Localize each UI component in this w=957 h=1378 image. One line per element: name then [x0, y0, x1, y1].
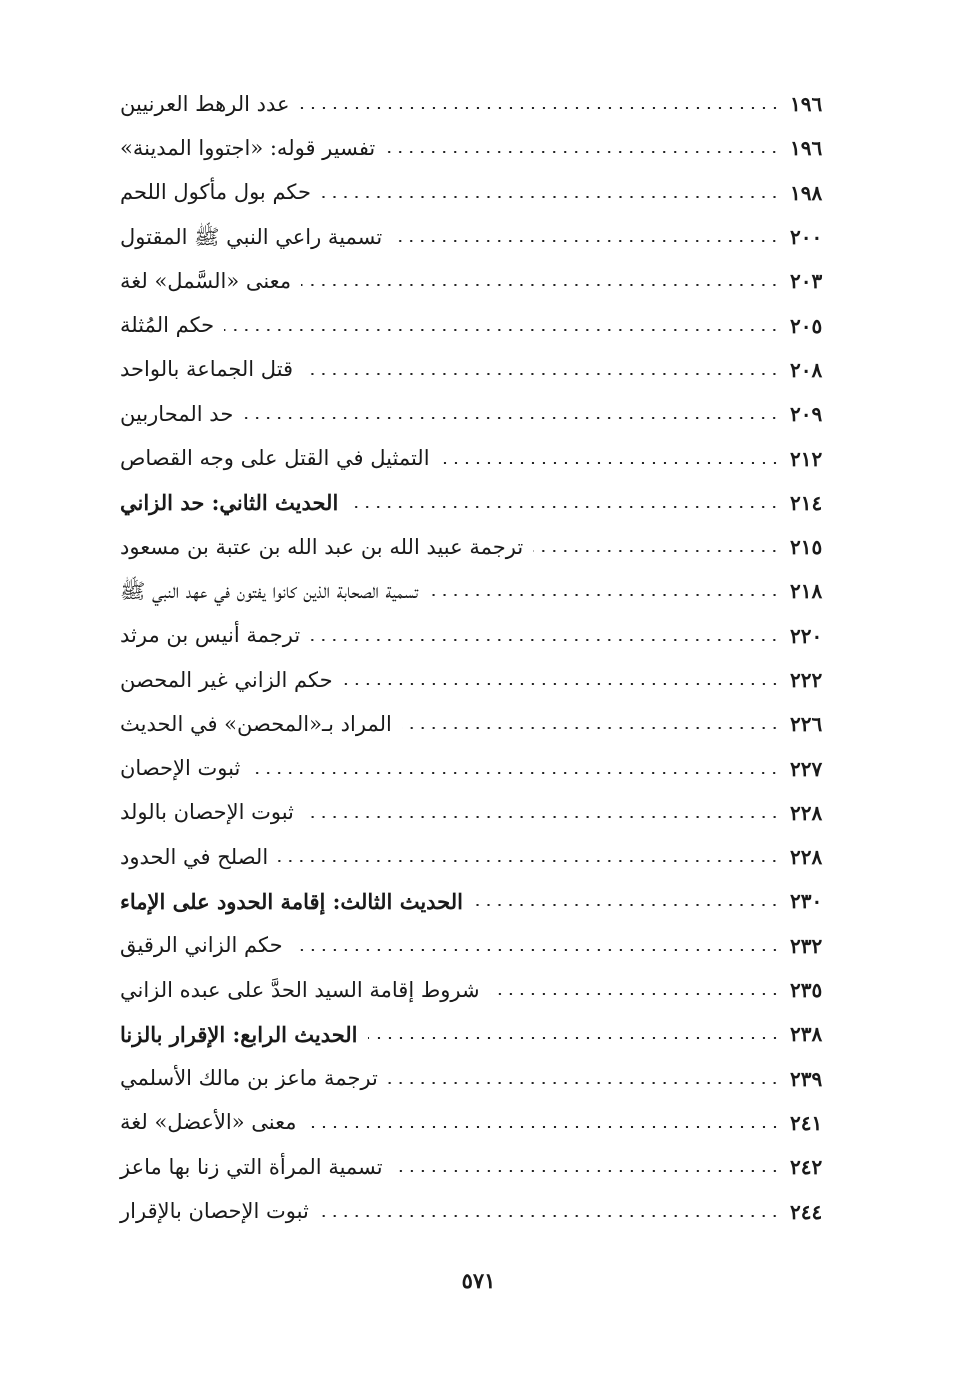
toc-entry: [120, 1145, 836, 1189]
toc-entry-page: ٢٤٢: [790, 1155, 823, 1180]
dot-leader: [402, 727, 780, 729]
dot-leader: [473, 904, 780, 906]
toc-entry: [120, 1189, 836, 1233]
toc-entry: [120, 481, 836, 525]
toc-entry: [120, 525, 836, 569]
toc-entry-page: ٢١٢: [790, 446, 823, 471]
toc-entry: [120, 436, 836, 480]
page-number: ٥٧١: [461, 1268, 496, 1293]
toc-entry-title: ترجمة ماعز بن مالك الأسلمي: [120, 1066, 378, 1091]
toc-entry-title: معنى «السَّمل» لغة: [120, 268, 292, 293]
toc-entry: [120, 968, 836, 1012]
toc-entry-page: ٢٣٩: [790, 1066, 823, 1091]
toc-entry-page: ٢٢٢: [790, 668, 823, 692]
dot-leader: [440, 462, 780, 464]
dot-leader: [303, 373, 780, 375]
dot-leader: [348, 506, 780, 508]
toc-entry: [120, 303, 836, 347]
toc-entry: [120, 835, 836, 879]
dot-leader: [304, 816, 780, 818]
toc-entry-page: ٢١٤: [790, 490, 823, 515]
table-of-contents: [120, 82, 836, 1234]
toc-entry: [120, 614, 836, 658]
dot-leader: [343, 683, 780, 685]
toc-entry-title: ترجمة عبيد الله بن عبد الله بن عتبة بن مسعود: [120, 534, 524, 559]
toc-entry-title: شروط إقامة السيد الحدَّ على عبده الزاني: [120, 977, 480, 1002]
toc-entry-page: ٢٠٠: [790, 225, 823, 250]
toc-entry-page: ٢١٥: [790, 535, 823, 560]
dot-leader: [388, 1082, 780, 1084]
toc-entry: [120, 126, 836, 170]
toc-entry-title: الحديث الثاني: حد الزاني: [120, 490, 339, 516]
dot-leader: [243, 417, 780, 419]
toc-entry: [120, 215, 836, 259]
dot-leader: [321, 196, 780, 198]
toc-entry-title: ثبوت الإحصان بالولد: [120, 800, 294, 825]
toc-entry-page: ٢٢٠: [790, 623, 823, 648]
toc-entry-title: حكم المُثلة: [120, 313, 215, 338]
toc-entry: [120, 658, 836, 702]
toc-entry-page: ٢٣٠: [790, 889, 823, 914]
toc-entry-title: الحديث الرابع: الإقرار بالزنا: [120, 1021, 358, 1047]
toc-entry-page: ٢٢٧: [790, 756, 823, 781]
dot-leader: [307, 1126, 780, 1128]
toc-entry-page: ٢٠٣: [790, 269, 823, 294]
toc-entry-page: ٢٣٥: [790, 978, 823, 1003]
toc-entry: [120, 879, 836, 923]
toc-entry-title: التمثيل في القتل على وجه القصاص: [120, 446, 430, 471]
toc-entry-title: تفسير قوله: «اجتووا المدينة»: [120, 135, 376, 160]
toc-entry-page: ٢٠٩: [790, 402, 823, 427]
toc-entry-page: ٢٤٤: [790, 1199, 823, 1224]
dot-leader: [392, 240, 780, 242]
dot-leader: [301, 284, 780, 286]
toc-entry-page: ٢٠٥: [790, 313, 823, 338]
toc-entry-title: حكم بول مأكول اللحم: [120, 180, 311, 205]
toc-entry-title: حد المحاربين: [120, 401, 234, 426]
toc-entry-title: الصلح في الحدود: [120, 844, 269, 869]
toc-entry: [120, 392, 836, 436]
toc-entry-title: عدد الرهط العرنيين: [120, 91, 290, 116]
dot-leader: [250, 772, 780, 774]
toc-entry: [120, 791, 836, 835]
toc-entry: [120, 746, 836, 790]
toc-entry-page: ٢٢٨: [790, 845, 823, 870]
toc-entry-title: الحديث الثالث: إقامة الحدود على الإماء: [120, 888, 463, 914]
dot-leader: [293, 949, 780, 951]
dot-leader: [224, 329, 780, 331]
dot-leader: [300, 107, 780, 109]
toc-entry-title: قتل الجماعة بالواحد: [120, 357, 294, 382]
toc-entry-title: حكم الزاني الرقيق: [120, 933, 283, 958]
dot-leader: [278, 860, 780, 862]
toc-entry: [120, 1101, 836, 1145]
toc-entry: [120, 1057, 836, 1101]
toc-entry: [120, 259, 836, 303]
toc-entry-title: المراد بـ«المحصن» في الحديث: [120, 711, 392, 736]
toc-entry: [120, 171, 836, 215]
dot-leader: [368, 1037, 780, 1039]
toc-entry-page: ٢٣٨: [790, 1022, 823, 1047]
toc-entry-title: تسمية الصحابة الذين كانوا يفتون في عهد النبي ﷺ: [120, 578, 418, 603]
toc-entry-title: معنى «الأعضل» لغة: [120, 1110, 297, 1135]
toc-entry: [120, 702, 836, 746]
toc-entry-title: تسمية المرأة التي زنا بها ماعز: [120, 1154, 383, 1179]
toc-entry: [120, 569, 836, 613]
toc-entry-page: ٢٠٨: [790, 357, 823, 382]
dot-leader: [310, 639, 780, 641]
dot-leader: [385, 151, 780, 153]
toc-entry-page: ١٩٨: [790, 180, 823, 205]
toc-entry-title: ترجمة أنيس بن مرثد: [120, 623, 301, 648]
toc-entry-page: ١٩٦: [790, 136, 823, 161]
toc-entry-page: ١٩٦: [790, 92, 823, 117]
toc-entry: [120, 348, 836, 392]
toc-entry: [120, 82, 836, 126]
toc-entry-page: ٢١٨: [790, 579, 823, 604]
toc-entry-title: ثبوت الإحصان بالإقرار: [120, 1199, 309, 1224]
toc-entry-page: ٢٤١: [790, 1110, 823, 1135]
dot-leader: [319, 1215, 780, 1217]
dot-leader: [393, 1170, 780, 1172]
toc-entry: [120, 924, 836, 968]
toc-entry-title: ثبوت الإحصان: [120, 756, 241, 781]
toc-entry-title: تسمية راعي النبي ﷺ المقتول: [120, 224, 383, 249]
toc-entry-page: ٢٢٨: [790, 800, 823, 825]
toc-entry-page: ٢٣٢: [790, 933, 823, 958]
dot-leader: [428, 594, 780, 596]
toc-entry: [120, 1012, 836, 1056]
toc-entry-page: ٢٢٦: [790, 712, 823, 737]
toc-entry-title: حكم الزاني غير المحصن: [120, 667, 333, 692]
dot-leader: [490, 993, 780, 995]
dot-leader: [533, 550, 780, 552]
